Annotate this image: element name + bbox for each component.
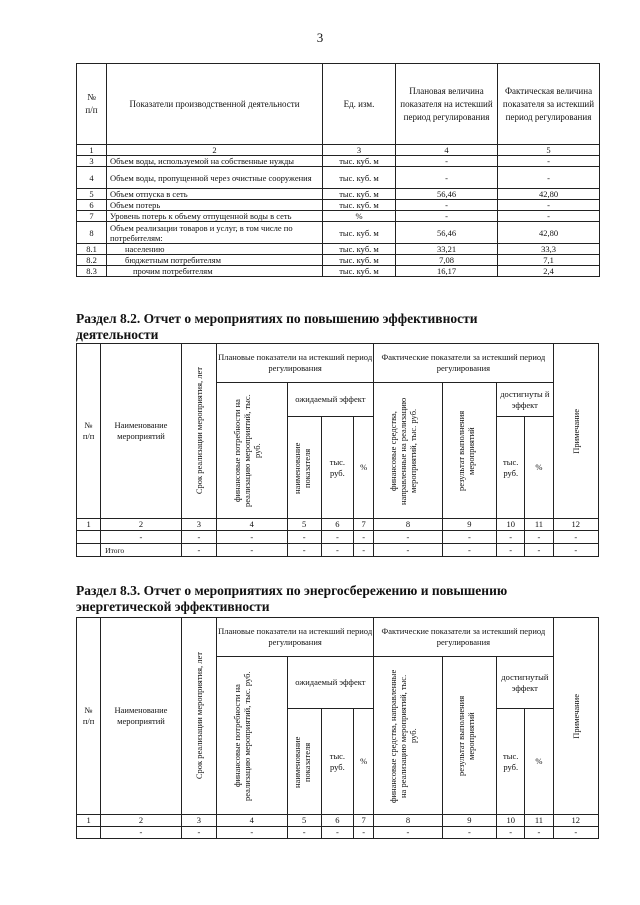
cell: 33,3 xyxy=(498,244,600,255)
header-indicator-name-text: наименование показателя xyxy=(292,441,313,494)
cell: 6 xyxy=(77,200,107,211)
column-numbers-row xyxy=(77,145,600,156)
header-fin-funds xyxy=(374,657,443,815)
section-title-tail: энергетической эффективности xyxy=(76,599,270,614)
total-label: Итого xyxy=(101,544,182,557)
col-num: 2 xyxy=(107,145,323,156)
cell: Уровень потерь к объему отпущенной воды в сеть xyxy=(107,211,323,222)
cell: - xyxy=(396,156,498,167)
header-fin-funds-text: финансовые средства, направленные на реализацию мероприятий, тыс. руб. xyxy=(387,668,418,803)
cell: тыс. куб. м xyxy=(323,189,396,200)
cell: - xyxy=(354,827,374,839)
header-planned: Плановая величина показателя на истекший период регулирования xyxy=(396,64,498,145)
cell: тыс. куб. м xyxy=(323,266,396,277)
header-percent: % xyxy=(525,709,553,815)
table-row xyxy=(77,255,600,266)
cell: Объем реализации товаров и услуг, в том числе по потребителям: xyxy=(107,222,323,244)
cell: Объем воды, используемой на собственные нужды xyxy=(107,156,323,167)
col-num: 6 xyxy=(321,519,353,531)
col-num: 4 xyxy=(217,519,288,531)
header-indicator-name xyxy=(287,709,321,815)
header-result xyxy=(442,657,496,815)
cell: - xyxy=(396,200,498,211)
cell: 8.3 xyxy=(77,266,107,277)
cell: - xyxy=(101,531,182,544)
table-row xyxy=(77,827,599,839)
cell: Объем потерь xyxy=(107,200,323,211)
section-title: Раздел 8.2. Отчет о мероприятиях по повышению эффективности xyxy=(76,311,478,326)
energy-saving-events-table xyxy=(76,617,599,839)
cell: - xyxy=(217,531,288,544)
cell: 42,80 xyxy=(498,222,600,244)
cell: - xyxy=(442,544,496,557)
cell: 7,1 xyxy=(498,255,600,266)
cell: Объем отпуска в сеть xyxy=(107,189,323,200)
header-actual: Фактическая величина показателя за истекший период регулирования xyxy=(498,64,600,145)
table-row xyxy=(77,222,600,244)
cell: тыс. куб. м xyxy=(323,167,396,189)
cell: - xyxy=(181,531,216,544)
header-actual-group: Фактические показатели за истекший период регулирования xyxy=(374,344,553,383)
cell: 8.2 xyxy=(77,255,107,266)
col-num: 2 xyxy=(101,519,182,531)
cell xyxy=(77,531,101,544)
col-num: 9 xyxy=(442,519,496,531)
header-thous-rub: тыс. руб. xyxy=(497,417,525,519)
cell: - xyxy=(497,544,525,557)
header-num: № п/п xyxy=(77,64,107,145)
header-indicator-name xyxy=(287,417,321,519)
header-thous-rub: тыс. руб. xyxy=(321,417,353,519)
cell: 4 xyxy=(77,167,107,189)
cell: - xyxy=(498,200,600,211)
cell: прочим потребителям xyxy=(107,266,323,277)
cell: 7 xyxy=(77,211,107,222)
header-name: Наименование мероприятий xyxy=(101,618,182,815)
col-num: 12 xyxy=(553,519,598,531)
header-expected-effect: ожидаемый эффект xyxy=(287,657,374,709)
col-num: 10 xyxy=(497,519,525,531)
col-num: 1 xyxy=(77,145,107,156)
col-num: 7 xyxy=(354,519,374,531)
header-num: № п/п xyxy=(77,344,101,519)
col-num: 8 xyxy=(374,519,443,531)
efficiency-events-table xyxy=(76,343,599,557)
cell: Объем воды, пропущенной через очистные сооружения xyxy=(107,167,323,189)
cell: - xyxy=(525,531,553,544)
cell: - xyxy=(374,827,443,839)
cell: - xyxy=(442,531,496,544)
header-planned-group: Плановые показатели на истекший период регулирования xyxy=(217,618,374,657)
table-row xyxy=(77,200,600,211)
col-num: 7 xyxy=(354,815,374,827)
cell: - xyxy=(553,827,598,839)
col-num: 11 xyxy=(525,519,553,531)
header-term xyxy=(181,618,216,815)
cell: - xyxy=(181,544,216,557)
header-term-text: Срок реализации мероприятия, лет xyxy=(193,367,204,495)
column-numbers-row xyxy=(77,815,599,827)
cell: 8 xyxy=(77,222,107,244)
col-num: 8 xyxy=(374,815,443,827)
header-fin-need-text: финансовые потребности на реализацию мероприятий, тыс. руб. xyxy=(231,394,262,507)
cell: - xyxy=(321,827,353,839)
cell: - xyxy=(498,167,600,189)
col-num: 1 xyxy=(77,519,101,531)
cell: 5 xyxy=(77,189,107,200)
header-fin-funds xyxy=(374,383,443,519)
cell: - xyxy=(321,531,353,544)
cell: - xyxy=(396,211,498,222)
col-num: 10 xyxy=(497,815,525,827)
table-row xyxy=(77,189,600,200)
header-fin-need xyxy=(217,657,288,815)
header-planned-group: Плановые показатели на истекший период регулирования xyxy=(217,344,374,383)
col-num: 3 xyxy=(181,519,216,531)
header-percent: % xyxy=(525,417,553,519)
cell: - xyxy=(354,531,374,544)
header-percent: % xyxy=(354,709,374,815)
col-num: 3 xyxy=(323,145,396,156)
table-row xyxy=(77,156,600,167)
header-achieved-effect: достигнутый эффект xyxy=(497,657,553,709)
header-note xyxy=(553,344,598,519)
cell: - xyxy=(525,827,553,839)
table-row xyxy=(77,211,600,222)
cell: - xyxy=(287,827,321,839)
header-expected-effect: ожидаемый эффект xyxy=(287,383,374,417)
col-num: 4 xyxy=(396,145,498,156)
header-name: Наименование мероприятий xyxy=(101,344,182,519)
header-term-text: Срок реализации мероприятия, лет xyxy=(193,652,204,780)
cell: - xyxy=(497,827,525,839)
column-numbers-row xyxy=(77,519,599,531)
header-note-text: Примечание xyxy=(570,693,581,739)
col-num: 11 xyxy=(525,815,553,827)
col-num: 5 xyxy=(287,815,321,827)
cell: 2,4 xyxy=(498,266,600,277)
table-row xyxy=(77,167,600,189)
col-num: 9 xyxy=(442,815,496,827)
cell: - xyxy=(525,544,553,557)
production-indicators-table xyxy=(76,63,600,277)
cell: 7,08 xyxy=(396,255,498,266)
table-row-total xyxy=(77,544,599,557)
cell: - xyxy=(498,211,600,222)
cell xyxy=(77,544,101,557)
header-achieved-effect: достигнуты й эффект xyxy=(497,383,553,417)
cell: - xyxy=(396,167,498,189)
col-num: 12 xyxy=(553,815,598,827)
cell: - xyxy=(553,544,598,557)
col-num: 4 xyxy=(217,815,288,827)
header-indicator-name-text: наименование показателя xyxy=(292,735,313,788)
cell: - xyxy=(287,531,321,544)
cell: - xyxy=(217,827,288,839)
cell: - xyxy=(217,544,288,557)
header-term xyxy=(181,344,216,519)
col-num: 3 xyxy=(181,815,216,827)
header-thous-rub: тыс. руб. xyxy=(497,709,525,815)
cell: тыс. куб. м xyxy=(323,200,396,211)
header-fin-funds-text: финансовые средства, направленные на реализацию мероприятий, тыс. руб. xyxy=(387,396,418,505)
cell: - xyxy=(553,531,598,544)
header-indicator: Показатели производственной деятельности xyxy=(107,64,323,145)
table-row xyxy=(77,266,600,277)
cell: - xyxy=(498,156,600,167)
cell: тыс. куб. м xyxy=(323,255,396,266)
col-num: 1 xyxy=(77,815,101,827)
header-result xyxy=(442,383,496,519)
col-num: 6 xyxy=(321,815,353,827)
cell: 3 xyxy=(77,156,107,167)
cell: тыс. куб. м xyxy=(323,222,396,244)
header-percent: % xyxy=(354,417,374,519)
header-result-text: результат выполнения мероприятий xyxy=(456,410,477,491)
header-actual-group: Фактические показатели за истекший период регулирования xyxy=(374,618,553,657)
cell: - xyxy=(101,827,182,839)
header-note-text: Примечание xyxy=(570,408,581,454)
cell: - xyxy=(354,544,374,557)
cell: 33,21 xyxy=(396,244,498,255)
cell: тыс. куб. м xyxy=(323,244,396,255)
cell: 56,46 xyxy=(396,222,498,244)
cell: - xyxy=(181,827,216,839)
cell: - xyxy=(497,531,525,544)
cell: % xyxy=(323,211,396,222)
header-unit: Ед. изм. xyxy=(323,64,396,145)
section-title-tail: деятельности xyxy=(76,327,159,342)
header-thous-rub: тыс. руб. xyxy=(321,709,353,815)
cell: 56,46 xyxy=(396,189,498,200)
cell: - xyxy=(374,544,443,557)
header-fin-need xyxy=(217,383,288,519)
cell: 8.1 xyxy=(77,244,107,255)
cell: населению xyxy=(107,244,323,255)
header-result-text: результат выполнения мероприятий xyxy=(456,695,477,776)
table-row xyxy=(77,244,600,255)
header-num: № п/п xyxy=(77,618,101,815)
cell: - xyxy=(442,827,496,839)
col-num: 2 xyxy=(101,815,182,827)
cell: - xyxy=(374,531,443,544)
section-8-3-heading xyxy=(76,583,599,615)
col-num: 5 xyxy=(498,145,600,156)
col-num: 5 xyxy=(287,519,321,531)
table-row xyxy=(77,531,599,544)
page-number: 3 xyxy=(316,30,324,45)
cell: 16,17 xyxy=(396,266,498,277)
cell: - xyxy=(287,544,321,557)
cell: - xyxy=(321,544,353,557)
cell: тыс. куб. м xyxy=(323,156,396,167)
section-8-2-heading xyxy=(76,311,599,343)
cell: 42,80 xyxy=(498,189,600,200)
table-header-row xyxy=(77,64,600,145)
cell: бюджетным потребителям xyxy=(107,255,323,266)
header-note xyxy=(553,618,598,815)
section-title: Раздел 8.3. Отчет о мероприятиях по энергосбережению и повышению xyxy=(76,583,508,598)
header-fin-need-text: финансовые потребности на реализацию мероприятий, тыс. руб. xyxy=(231,670,252,801)
cell xyxy=(77,827,101,839)
